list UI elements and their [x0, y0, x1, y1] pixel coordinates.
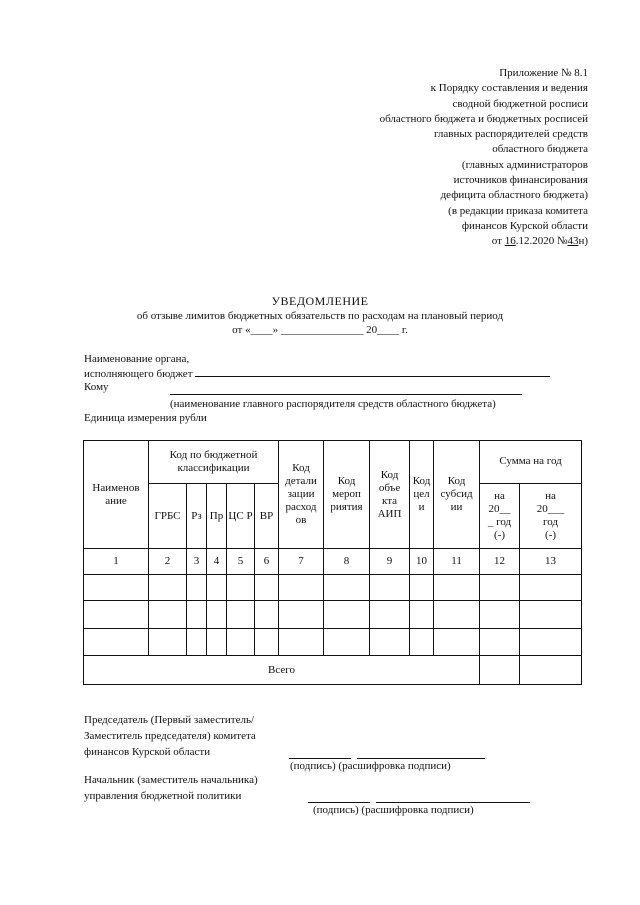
table-cell[interactable]: [370, 628, 410, 656]
column-number: 1: [84, 549, 149, 575]
chairman-line-2: Заместитель председателя) комитета: [84, 730, 256, 742]
table-cell[interactable]: [227, 628, 255, 656]
appendix-line: Приложение № 8.1: [499, 67, 588, 79]
appendix-line: сводной бюджетной росписи: [452, 97, 588, 110]
appendix-line: финансов Курской области: [461, 219, 588, 232]
table-row: [84, 574, 582, 601]
table-cell[interactable]: [279, 601, 324, 629]
appendix-line: (главных администраторов: [461, 158, 588, 171]
appendix-line: главных распорядителей средств: [433, 128, 588, 141]
to-label: Кому: [84, 381, 109, 393]
column-number: 5: [227, 549, 255, 575]
col-header-grbs: ГРБС: [149, 483, 187, 548]
table-cell[interactable]: [187, 574, 207, 601]
year-2-line: на: [545, 490, 556, 503]
table-cell[interactable]: [279, 628, 324, 656]
col-header-detail: Код детали зации расход ов: [279, 441, 324, 549]
col-header-year-2: [520, 483, 582, 548]
table-row: [84, 601, 582, 629]
table-cell[interactable]: [255, 574, 279, 601]
column-number: 12: [480, 549, 520, 575]
table-cell[interactable]: [520, 574, 582, 601]
chairman-line-3: финансов Курской области: [84, 746, 211, 758]
col-header-name: Наименов ание: [84, 441, 149, 549]
table-cell[interactable]: [480, 574, 520, 601]
year-1-line: (-): [494, 529, 506, 542]
date-day: 16: [504, 235, 516, 248]
year-2-line: год: [543, 516, 559, 529]
chairman-name-line[interactable]: [357, 758, 485, 759]
col-header-csr: ЦС Р: [227, 483, 255, 548]
table-cell[interactable]: [187, 628, 207, 656]
col-header-event: Код мероп риятия: [324, 441, 370, 549]
org-field: [84, 366, 550, 381]
head-line-2: управления бюджетной политики: [84, 790, 242, 802]
document-subtitle: об отзыве лимитов бюджетных обязательств по расходам на плановый период: [136, 310, 504, 322]
appendix-block: [300, 66, 588, 250]
column-number: 4: [207, 549, 227, 575]
total-year-2[interactable]: [520, 656, 582, 685]
table-cell[interactable]: [434, 628, 480, 656]
column-number: 8: [324, 549, 370, 575]
col-header-rz: Рз: [187, 483, 207, 548]
table-cell[interactable]: [84, 574, 149, 601]
table-cell[interactable]: [370, 574, 410, 601]
table-cell[interactable]: [370, 601, 410, 629]
appendix-line: областного бюджета и бюджетных росписей: [379, 112, 588, 125]
table-cell[interactable]: [434, 601, 480, 629]
table-cell[interactable]: [207, 574, 227, 601]
to-blank-line[interactable]: [170, 394, 522, 395]
table-cell[interactable]: [149, 601, 187, 629]
table-cell[interactable]: [255, 601, 279, 629]
column-number: 13: [520, 549, 582, 575]
col-header-code-group: Код по бюджетной классификации: [149, 441, 279, 484]
table-cell[interactable]: [84, 628, 149, 656]
appendix-line: (в редакции приказа комитета: [448, 204, 588, 217]
column-number: 11: [434, 549, 480, 575]
table-cell[interactable]: [520, 601, 582, 629]
table-cell[interactable]: [84, 601, 149, 629]
column-number: 9: [370, 549, 410, 575]
org-label-2: исполняющего бюджет: [84, 368, 193, 380]
table-cell[interactable]: [227, 574, 255, 601]
col-header-sum-group: Сумма на год: [480, 441, 582, 484]
col-header-aip: Код объе кта АИП: [370, 441, 410, 549]
chairman-caption: (подпись) (расшифровка подписи): [290, 760, 451, 772]
table-cell[interactable]: [324, 628, 370, 656]
head-line-1: Начальник (заместитель начальника): [84, 774, 258, 786]
chairman-block: [84, 712, 256, 760]
table-cell[interactable]: [149, 574, 187, 601]
date-close: н): [578, 235, 588, 248]
column-number: 3: [187, 549, 207, 575]
table-cell[interactable]: [434, 574, 480, 601]
appendix-line: областного бюджета: [492, 143, 588, 156]
table-cell[interactable]: [149, 628, 187, 656]
year-1-line: на: [494, 490, 505, 503]
appendix-date: [300, 234, 588, 249]
unit-label: Единица измерения рубли: [84, 412, 207, 424]
year-1-line: _ год: [487, 516, 512, 529]
date-prefix: от: [491, 235, 505, 248]
head-caption: (подпись) (расшифровка подписи): [313, 804, 474, 816]
table-cell[interactable]: [187, 601, 207, 629]
to-caption: (наименование главного распорядителя средств областного бюджета): [170, 398, 496, 410]
table-cell[interactable]: [207, 601, 227, 629]
table-cell[interactable]: [480, 601, 520, 629]
column-numbers-row: [84, 549, 582, 575]
table-row: [84, 628, 582, 656]
table-cell[interactable]: [279, 574, 324, 601]
table-cell[interactable]: [410, 601, 434, 629]
year-2-line: (-): [545, 529, 557, 542]
table-cell[interactable]: [207, 628, 227, 656]
document-title: УВЕДОМЛЕНИЕ: [271, 294, 369, 308]
table-cell[interactable]: [324, 601, 370, 629]
column-number: 2: [149, 549, 187, 575]
year-1-line: 20__: [488, 503, 511, 516]
table-cell[interactable]: [324, 574, 370, 601]
table-cell[interactable]: [227, 601, 255, 629]
col-header-vr: ВР: [255, 483, 279, 548]
appendix-line: к Порядку составления и ведения: [430, 82, 588, 95]
table-cell[interactable]: [255, 628, 279, 656]
appendix-line: источников финансирования: [453, 174, 588, 187]
total-label: Всего: [84, 656, 480, 685]
to-field: [84, 380, 109, 394]
appendix-line: дефицита областного бюджета): [440, 189, 588, 202]
org-label-1: Наименование органа,: [84, 353, 190, 365]
chairman-signature-line[interactable]: [289, 758, 351, 759]
table-cell[interactable]: [480, 628, 520, 656]
table-cell[interactable]: [410, 574, 434, 601]
limits-table: [83, 440, 582, 685]
table-cell[interactable]: [410, 628, 434, 656]
col-header-goal: Код цел и: [410, 441, 434, 549]
total-year-1[interactable]: [480, 656, 520, 685]
col-header-subsidy: Код субсид ии: [434, 441, 480, 549]
head-name-line[interactable]: [376, 802, 530, 803]
head-signature-line[interactable]: [308, 802, 370, 803]
table-cell[interactable]: [520, 628, 582, 656]
column-number: 6: [255, 549, 279, 575]
chairman-line-1: Председатель (Первый заместитель/: [84, 714, 255, 726]
date-rest: .12.2020 №: [515, 235, 568, 248]
column-number: 7: [279, 549, 324, 575]
head-block: [84, 772, 258, 804]
org-blank-line[interactable]: [195, 366, 550, 377]
total-row: [84, 656, 582, 685]
col-header-pr: Пр: [207, 483, 227, 548]
col-header-year-1: [480, 483, 520, 548]
document-date-line: от «____» _______________ 20____ г.: [232, 324, 408, 336]
column-number: 10: [410, 549, 434, 575]
order-number: 43: [567, 235, 579, 248]
year-2-line: 20___: [536, 503, 565, 516]
